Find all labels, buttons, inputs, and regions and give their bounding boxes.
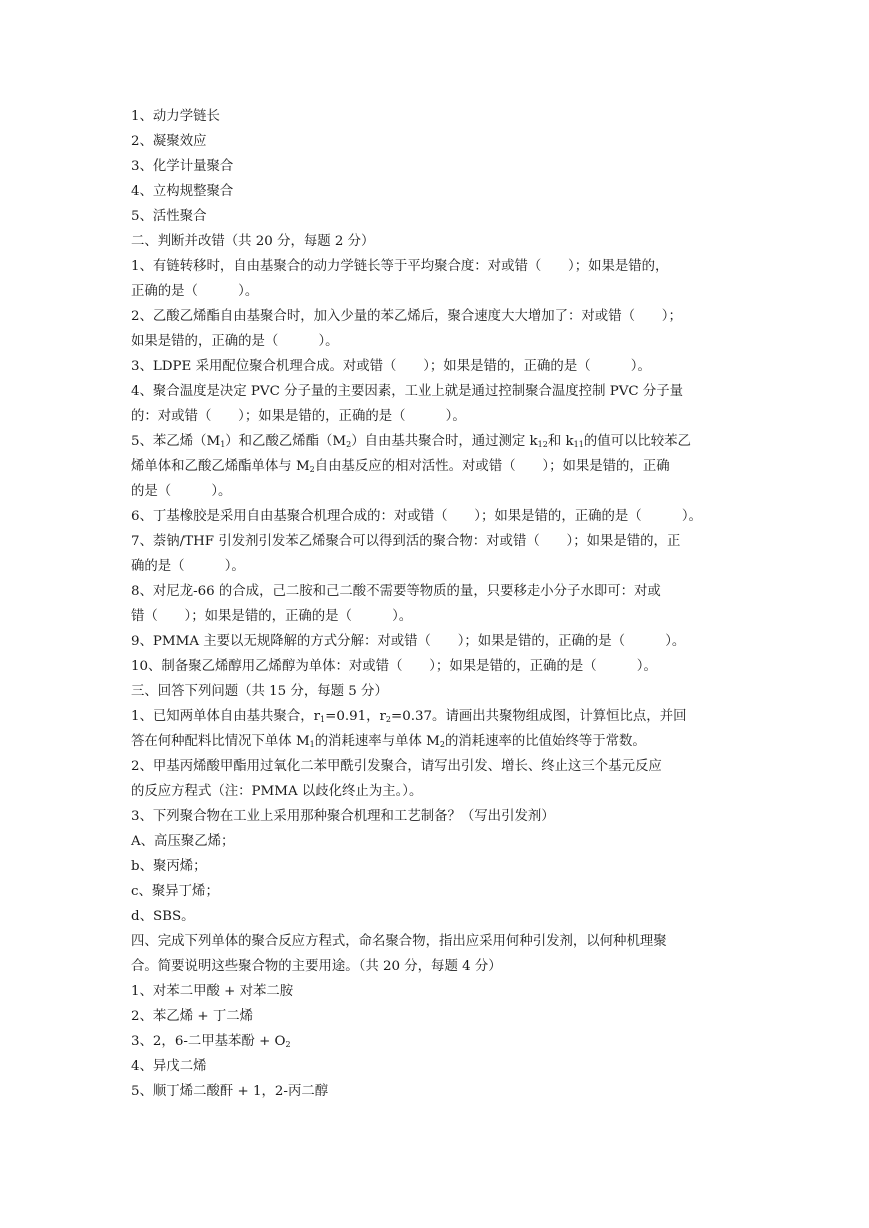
- s3-q1-l2-sub-1: 1: [309, 740, 315, 749]
- s4-reaction-1: 1、对苯二甲酸 + 对苯二胺: [131, 984, 294, 999]
- section-4-heading-line1: 四、完成下列单体的聚合反应方程式，命名聚合物，指出应采用何种引发剂，以何种机理聚: [131, 934, 667, 949]
- s2-q5-line1: [131, 429, 741, 454]
- s3-q1-line1: [131, 704, 741, 729]
- s2-q5-text-c: ）自由基共聚合时，通过测定 k: [351, 434, 538, 449]
- term-1: 1、动力学链长: [131, 109, 220, 124]
- s3-q1-l2-text-c: 的消耗速率的比值始终等于常数。: [444, 734, 646, 749]
- s2-q5-l2-sub: 2: [309, 465, 315, 474]
- s2-q2-line2: 如果是错的，正确的是（ ）。: [131, 334, 339, 349]
- s2-q5-text-e: 的值可以比较苯乙: [583, 434, 691, 449]
- s2-q3: 3、LDPE 采用配位聚合机理合成。对或错（ ）；如果是错的，正确的是（ ）。: [131, 359, 651, 374]
- s4-reaction-2: 2、苯乙烯 + 丁二烯: [131, 1009, 253, 1024]
- s2-q7-line1: 7、萘钠/THF 引发剂引发苯乙烯聚合可以得到活的聚合物：对或错（ ）；如果是错的，正: [131, 534, 681, 549]
- section-2-heading: 二、判断并改错（共 20 分，每题 2 分）: [131, 234, 375, 249]
- s2-q5-sub-2: 2: [346, 440, 352, 449]
- s2-q4-line1: 4、聚合温度是决定 PVC 分子量的主要因素，工业上就是通过控制聚合温度控制 PVC 分子量: [131, 384, 684, 399]
- s3-item-d: d、SBS。: [131, 909, 195, 924]
- term-3: 3、化学计量聚合: [131, 159, 234, 174]
- s2-q8-line1: 8、对尼龙-66 的合成，己二胺和己二酸不需要等物质的量，只要移走小分子水即可：对或: [131, 584, 661, 599]
- s3-q2-line2: 的反应方程式（注：PMMA 以歧化终止为主。）。: [131, 784, 423, 799]
- s3-q1-l2-text-a: 答在何种配料比情况下单体 M: [131, 734, 310, 749]
- s4-reaction-5: 5、顺丁烯二酸酐 + 1，2-丙二醇: [131, 1084, 329, 1099]
- s3-item-a: A、高压聚乙烯；: [131, 834, 235, 849]
- s3-q3: 3、下列聚合物在工业上采用那种聚合机理和工艺制备？（写出引发剂）: [131, 809, 555, 824]
- s2-q5-l2-text-b: 自由基反应的相对活性。对或错（ ）；如果是错的，正确: [314, 459, 670, 474]
- term-4: 4、立构规整聚合: [131, 184, 234, 199]
- section-3-heading: 三、回答下列问题（共 15 分，每题 5 分）: [131, 684, 388, 699]
- s2-q2-line1: 2、乙酸乙烯酯自由基聚合时，加入少量的苯乙烯后，聚合速度大大增加了：对或错（ ）；: [131, 309, 682, 324]
- s2-q5-sub-12: 12: [537, 440, 548, 449]
- s2-q5-text-a: 5、苯乙烯（M: [131, 434, 221, 449]
- s3-q1-sub-1: 1: [320, 715, 326, 724]
- s2-q5-text-b: ）和乙酸乙烯酯（M: [225, 434, 347, 449]
- s2-q4-line2: 的：对或错（ ）；如果是错的，正确的是（ ）。: [131, 409, 466, 424]
- section-4-heading-line2: 合。简要说明这些聚合物的主要用途。（共 20 分，每题 4 分）: [131, 959, 502, 974]
- s3-q2-line1: 2、甲基丙烯酸甲酯用过氧化二苯甲酰引发聚合，请写出引发、增长、终止这三个基元反应: [131, 759, 662, 774]
- s2-q5-sub-1: 1: [220, 440, 226, 449]
- s3-q1-text-a: 1、已知两单体自由基共聚合，r: [131, 709, 320, 724]
- s3-q1-sub-2: 2: [385, 715, 392, 724]
- s4-r3-text: 3、2，6-二甲基苯酚 + O: [131, 1034, 286, 1049]
- s3-q1-l2-sub-2: 2: [439, 740, 445, 749]
- s4-r3-sub: 2: [285, 1040, 291, 1049]
- s3-item-c: c、聚异丁烯；: [131, 884, 219, 899]
- s2-q7-line2: 确的是（ ）。: [131, 559, 245, 574]
- s2-q5-line2: [131, 454, 741, 479]
- s3-q1-l2-text-b: 的消耗速率与单体 M: [314, 734, 440, 749]
- s3-q1-text-b: =0.91，r: [325, 709, 386, 724]
- term-5: 5、活性聚合: [131, 209, 207, 224]
- document-page: [131, 104, 741, 1104]
- s3-q1-text-c: =0.37。请画出共聚物组成图，计算恒比点，并回: [391, 709, 687, 724]
- s2-q5-l2-text-a: 烯单体和乙酸乙烯酯单体与 M: [131, 459, 310, 474]
- s2-q8-line2: 错（ ）；如果是错的，正确的是（ ）。: [131, 609, 413, 624]
- s3-q1-line2: [131, 729, 741, 754]
- s4-reaction-3: [131, 1029, 741, 1054]
- s2-q5-text-d: 和 k: [547, 434, 574, 449]
- s2-q1-line1: 1、有链转移时，自由基聚合的动力学链长等于平均聚合度：对或错（ ）；如果是错的，: [131, 259, 669, 274]
- s4-reaction-4: 4、异戊二烯: [131, 1059, 207, 1074]
- s2-q9: 9、PMMA 主要以无规降解的方式分解：对或错（ ）；如果是错的，正确的是（ ）。: [131, 634, 686, 649]
- term-2: 2、凝聚效应: [131, 134, 207, 149]
- s2-q1-line2: 正确的是（ ）。: [131, 284, 259, 299]
- s2-q5-line3: 的是（ ）。: [131, 484, 232, 499]
- s2-q6: 6、丁基橡胶是采用自由基聚合机理合成的：对或错（ ）；如果是错的，正确的是（ ）。: [131, 509, 702, 524]
- s3-item-b: b、聚丙烯；: [131, 859, 207, 874]
- s2-q10: 10、制备聚乙烯醇用乙烯醇为单体：对或错（ ）；如果是错的，正确的是（ ）。: [131, 659, 657, 674]
- s2-q5-sub-11: 11: [573, 440, 584, 449]
